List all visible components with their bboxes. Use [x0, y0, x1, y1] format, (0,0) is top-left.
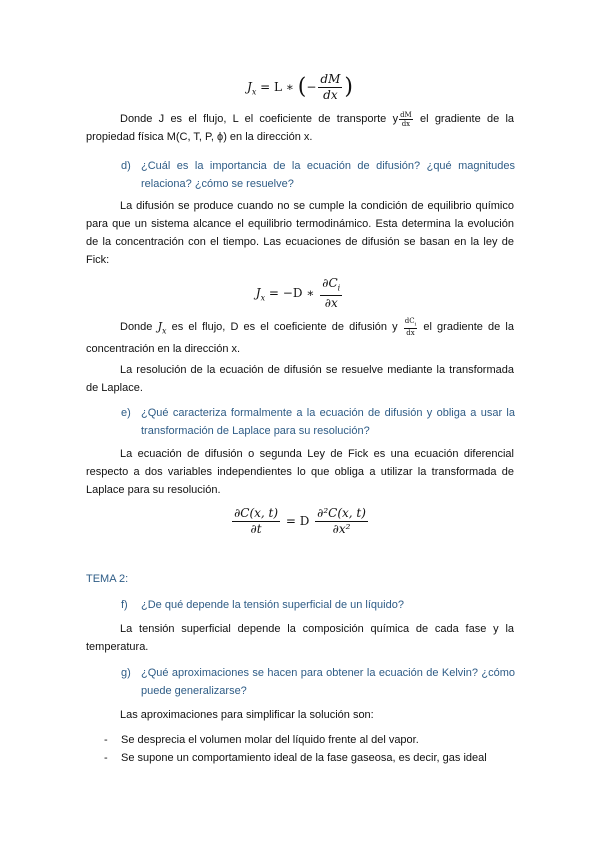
equation-flux-general: $J_x = L$ ∗ (− $\frac{dM}{dx}$ ) — [247, 72, 353, 102]
paragraph-laplace-resolution: La resolución de la ecuación de difusión se resuelve mediante la transformada de Laplace. — [86, 364, 514, 394]
eq2-fraction: $\frac{\partial C_i}{\partial x}$ — [322, 276, 341, 311]
question-f: f) ¿De qué depende la tensión superficial de un líquido? — [121, 599, 404, 611]
inline-fraction-dm-dx: $\frac{dM}{dx}$ — [400, 110, 412, 128]
question-g: g) ¿Qué aproximaciones se hacen para obtener la ecuación de Kelvin? ¿cómo puede generalizarse? — [121, 667, 515, 697]
eq3-fraction-right: $\frac{\text{∂²C(x, t)}}{\text{∂x²}}$ — [317, 506, 366, 536]
paragraph-fick-definition: Donde $J_x$ es el flujo, D es el coeficiente de difusión y $\frac{dC_i}{dx}$ el gradiente de la concentración en la dirección x. — [86, 317, 514, 356]
eq1-lhs-sub: x — [251, 87, 257, 97]
eq1-mid: = L ∗ — [256, 80, 298, 94]
question-e: e) ¿Qué caracteriza formalmente a la ecuación de difusión y obliga a usar la transformación de Laplace para su resolución? — [121, 407, 515, 437]
inline-fraction-dc-dx: $\frac{dC_i}{dx}$ — [404, 317, 417, 338]
eq1-lhs: J — [247, 80, 252, 94]
equation-fick-second-law: $\frac{\partial C(x, t)}{\partial t}$ = D $\frac{\text{∂²C(x, t)}}{\text{∂x²}}$ — [234, 506, 366, 536]
section-heading-tema-2: TEMA 2: — [86, 573, 129, 585]
paragraph-approximations-intro: Las aproximaciones para simplificar la solución son: — [120, 709, 374, 721]
paragraph-surface-tension: La tensión superficial depende la composición química de cada fase y la temperatura. — [86, 623, 514, 653]
paragraph-diffusion-intro: La difusión se produce cuando no se cumple la condición de equilibrio químico para que un sistema alcance el equilibrio termodinámico. Esta determina la evolución de la concentración con el tiempo. Las ecuaciones de difusión se basan en la ley de Fick: — [86, 200, 514, 266]
eq3-fraction-left: $\frac{\partial C(x, t)}{\partial t}$ — [234, 506, 279, 536]
eq1-minus: − — [306, 80, 317, 94]
paragraph-second-fick-law: La ecuación de difusión o segunda Ley de Fick es una ecuación diferencial respecto a dos variables independientes lo que obliga a utilizar la transformada de Laplace para su resolución. — [86, 448, 514, 496]
eq1-fraction: $\frac{dM}{dx}$ — [320, 72, 341, 102]
question-d: d) ¿Cuál es la importancia de la ecuación de difusión? ¿qué magnitudes relaciona? ¿cómo se resuelve? — [121, 160, 515, 190]
equation-fick-first-law: $J_x = -D$ ∗ $\frac{\partial C_i}{\partial x}$ — [255, 276, 341, 311]
document-page: $J_x = L$ ∗ (− $\frac{dM}{dx}$ ) Donde J es el flujo, L el coeficiente de transporte y $\frac{dM}{dx}$ el gradiente de la propiedad física M(C, T, P, ϕ) en la dirección x. d) ¿Cuál es la importancia de la ecuación de difusión? ¿qué magnitudes relaciona? ¿cómo se resuelve? La difusión se produce cuando no se cumple la condición de equilibrio químico para que un sistema alcance el equilibrio termodinámico. Esta determina la evolución de la concentración con el tiempo. Las ecuaciones de difusión se basan en la ley de Fick: $J_x = -D$ ∗ $\frac{\partial C_i}{\partial x}$ Donde $J_x$ es el flujo, D es el coeficiente de difusión y $\frac{dC_i}{dx}$ el gradiente de la concentración en la dirección x. La resolución de la ecuación de difusión se resuelve mediante la transformada de Laplace. e) ¿Qué caracteriza formalmente a la ecuación de difusión y obliga a usar la transformación de Laplace para su resolución? La ecuación de difusión o segunda Ley de Fick es una ecuación diferencial respecto a dos variables independientes lo que obliga a utilizar la transformada de Laplace para su resolución. $\frac{\partial C(x, t)}{\partial t}$ = D $\frac{\text{∂²C(x, t)}}{\text{∂x²}}$ TEMA 2: f) ¿De qué depende la tensión superficial de un líquido? La tensión superficial depende la composición química de cada fase y la temperatura. g) ¿Qué aproximaciones se hacen para obtener la ecuación de Kelvin? ¿cómo puede generalizarse? Las aproximaciones para simplificar la solución son: - Se desprecia el volumen molar del líquido frente al del vapor. - Se supone un comportamiento ideal de la fase gaseosa, es decir, gas ideal — [0, 0, 600, 848]
paragraph-flux-definition: Donde J es el flujo, L el coeficiente de transporte y $\frac{dM}{dx}$ el gradiente de la propiedad física M(C, T, P, ϕ) en la dirección x. — [86, 110, 515, 143]
